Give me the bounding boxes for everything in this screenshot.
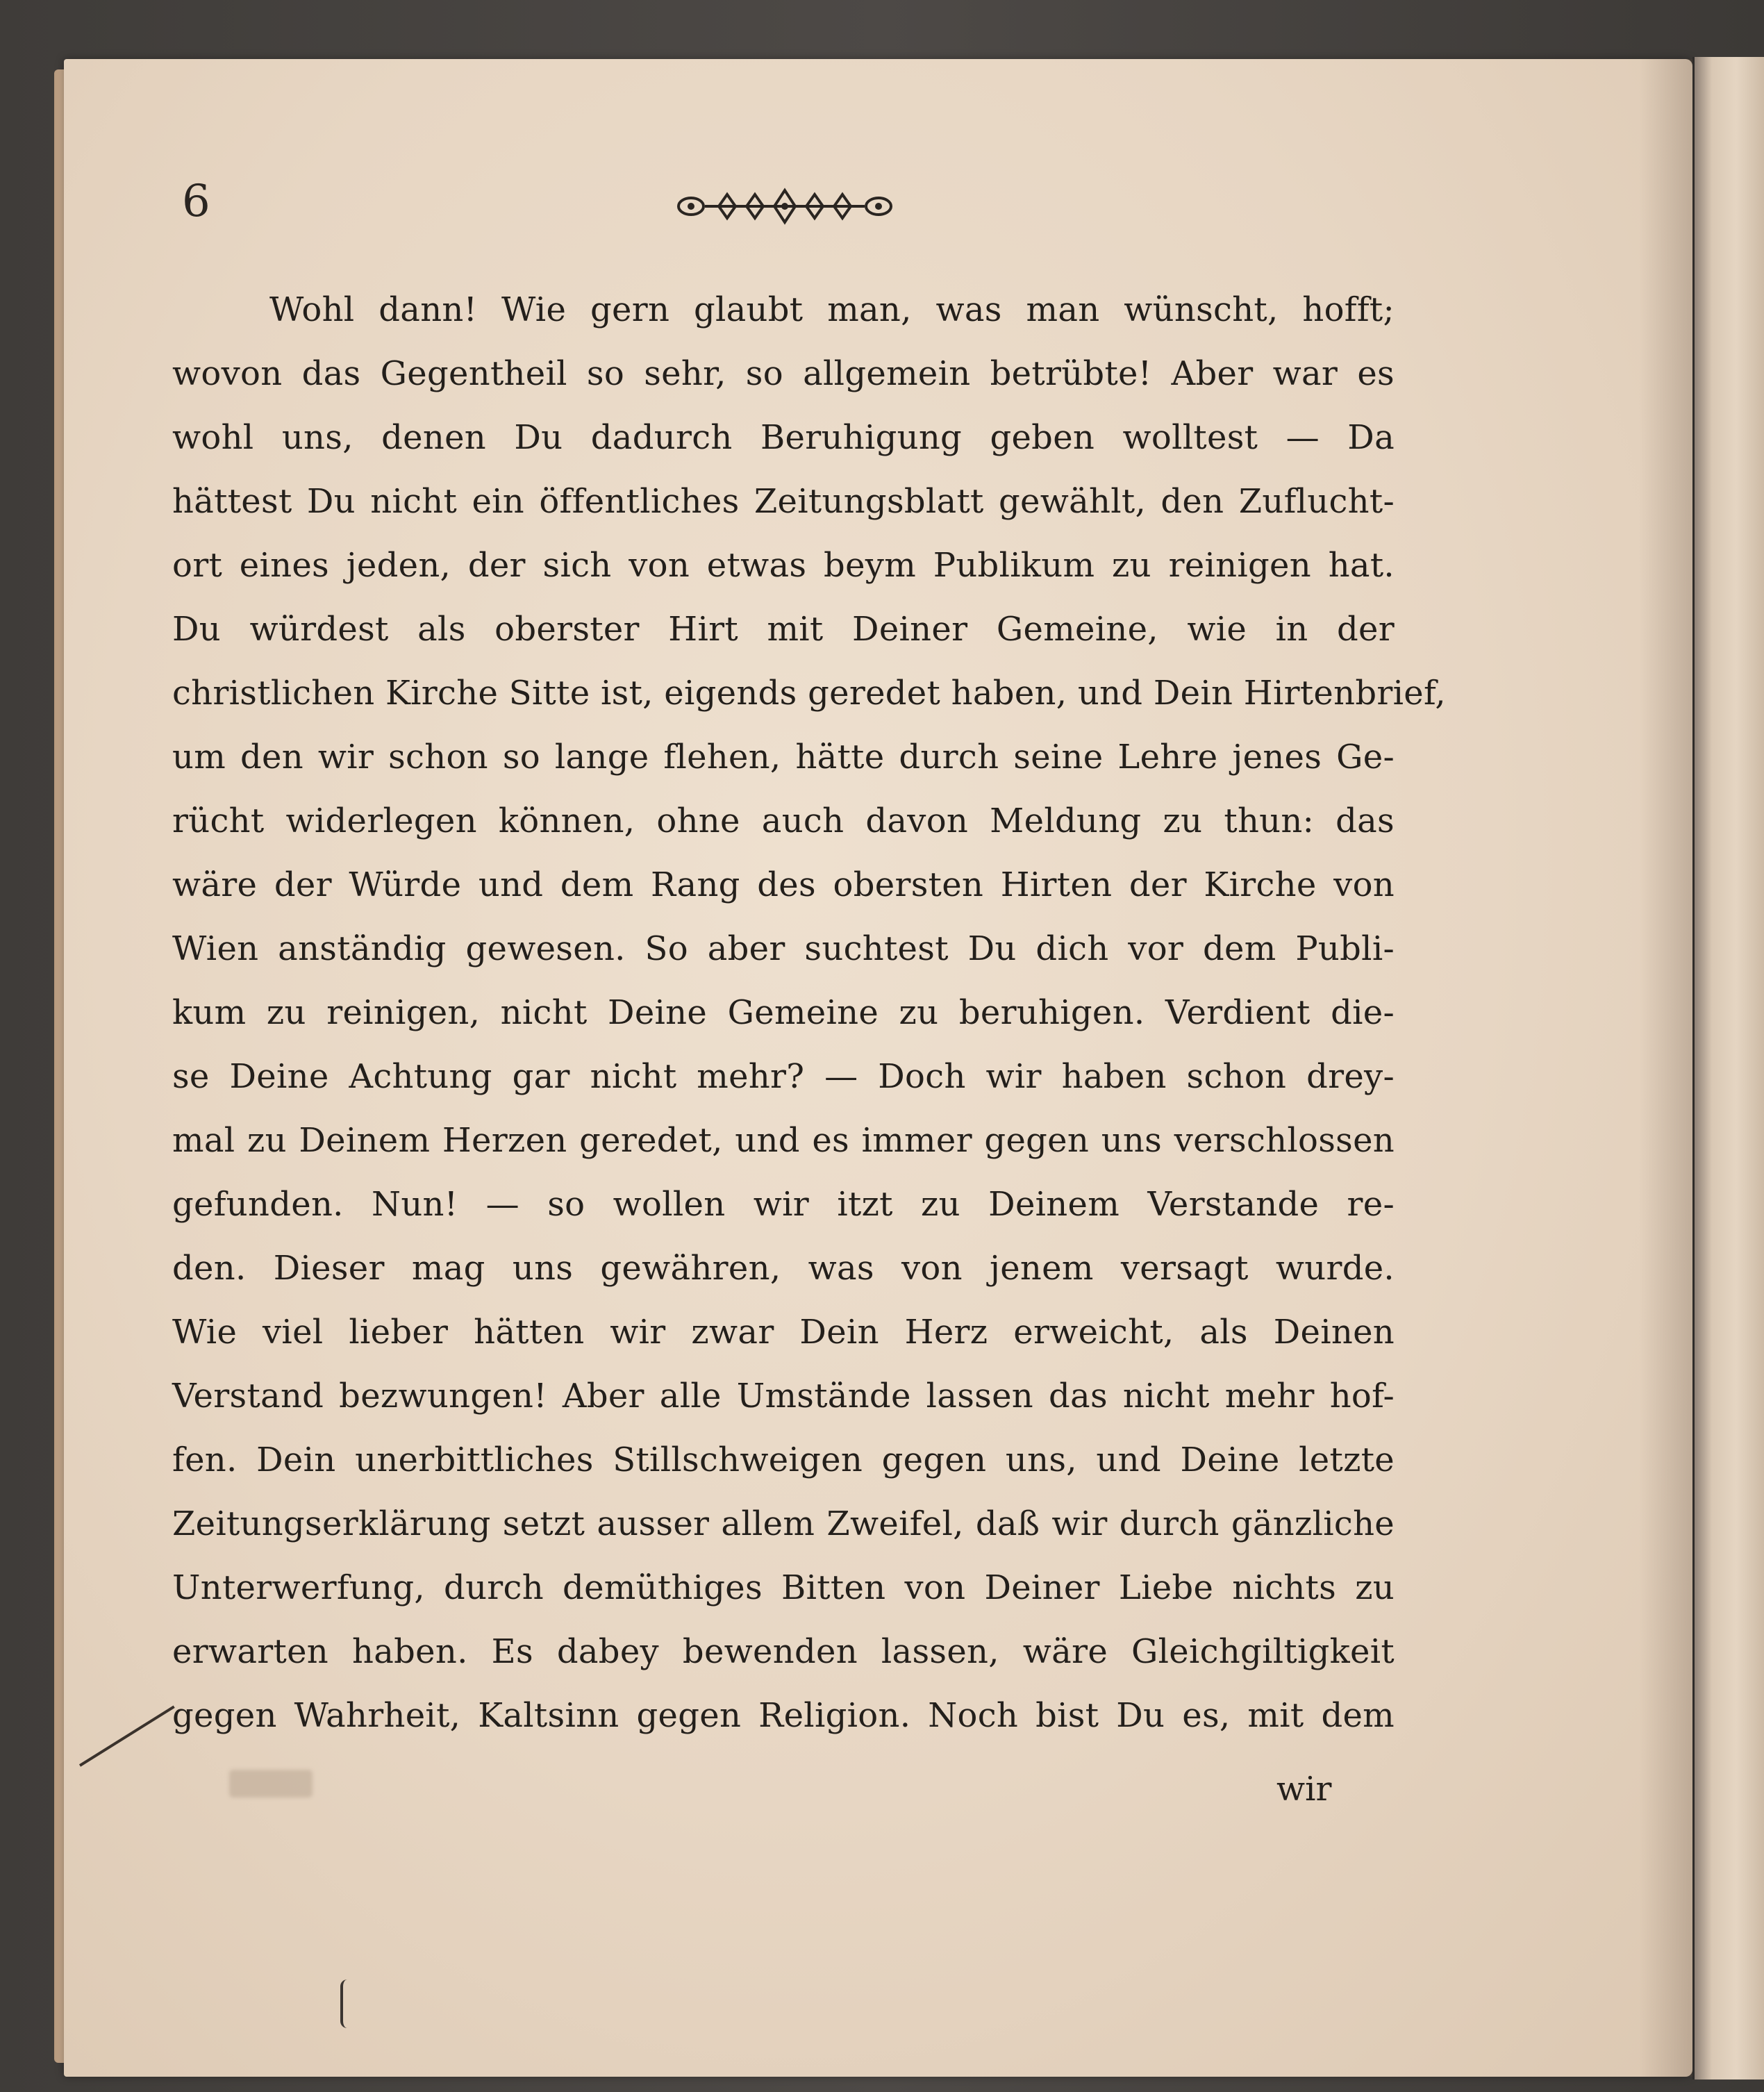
text-line: kum zu reinigen, nicht Deine Gemeine zu beruhigen. Verdient die- [172, 993, 1395, 1032]
text-line: wovon das Gegentheil so sehr, so allgemein betrübte! Aber war es [172, 354, 1395, 393]
text-line: se Deine Achtung gar nicht mehr? — Doch wir haben schon drey- [172, 1057, 1395, 1096]
text-line: hättest Du nicht ein öffentliches Zeitungsblatt gewählt, den Zuflucht- [172, 482, 1395, 521]
text-line: rücht widerlegen können, ohne auch davon Meldung zu thun: das [172, 802, 1395, 840]
body-text [172, 278, 1446, 1748]
catchword: wir [1276, 1770, 1332, 1809]
text-line: wohl uns, denen Du dadurch Beruhigung geben wolltest — Da [172, 418, 1395, 457]
text-line: den. Dieser mag uns gewähren, was von jenem versagt wurde. [172, 1249, 1395, 1288]
text-line: Wie viel lieber hätten wir zwar Dein Herz erweicht, als Deinen [172, 1313, 1395, 1352]
text-line: fen. Dein unerbittliches Stillschweigen gegen uns, und Deine letzte [172, 1441, 1395, 1479]
text-line: Zeitungserklärung setzt ausser allem Zweifel, daß wir durch gänzliche [172, 1504, 1395, 1543]
page-number: 6 [182, 176, 210, 227]
text-line: wäre der Würde und dem Rang des obersten Hirten der Kirche von [172, 865, 1395, 904]
text-line: um den wir schon so lange flehen, hätte durch seine Lehre jenes Ge- [172, 738, 1395, 777]
text-line: erwarten haben. Es dabey bewenden lassen, wäre Gleichgiltigkeit [172, 1632, 1395, 1671]
gutter-shadow [1639, 59, 1692, 2077]
text-line: Wohl dann! Wie gern glaubt man, was man wünscht, hofft; [269, 290, 1395, 329]
margin-ink-mark [340, 1979, 356, 2028]
text-line: gegen Wahrheit, Kaltsinn gegen Religion. Noch bist Du es, mit dem [172, 1696, 1395, 1735]
text-line: gefunden. Nun! — so wollen wir itzt zu Deinem Verstande re- [172, 1185, 1395, 1224]
text-line: Du würdest als oberster Hirt mit Deiner Gemeine, wie in der [172, 610, 1395, 649]
facing-page-edge [1692, 57, 1764, 2079]
text-line: mal zu Deinem Herzen geredet, und es immer gegen uns verschlossen [172, 1121, 1395, 1160]
text-line: christlichen Kirche Sitte ist, eigends geredet haben, und Dein Hirtenbrief, [172, 674, 1446, 713]
printers-ornament-icon [670, 182, 899, 231]
text-line: Wien anständig gewesen. So aber suchtest Du dich vor dem Publi- [172, 929, 1395, 968]
show-through-ink [229, 1770, 313, 1798]
text-line: Unterwerfung, durch demüthiges Bitten von Deiner Liebe nichts zu [172, 1568, 1395, 1607]
text-line: ort eines jeden, der sich von etwas beym Publikum zu reinigen hat. [172, 546, 1395, 585]
text-line: Verstand bezwungen! Aber alle Umstände lassen das nicht mehr hof- [172, 1377, 1395, 1416]
